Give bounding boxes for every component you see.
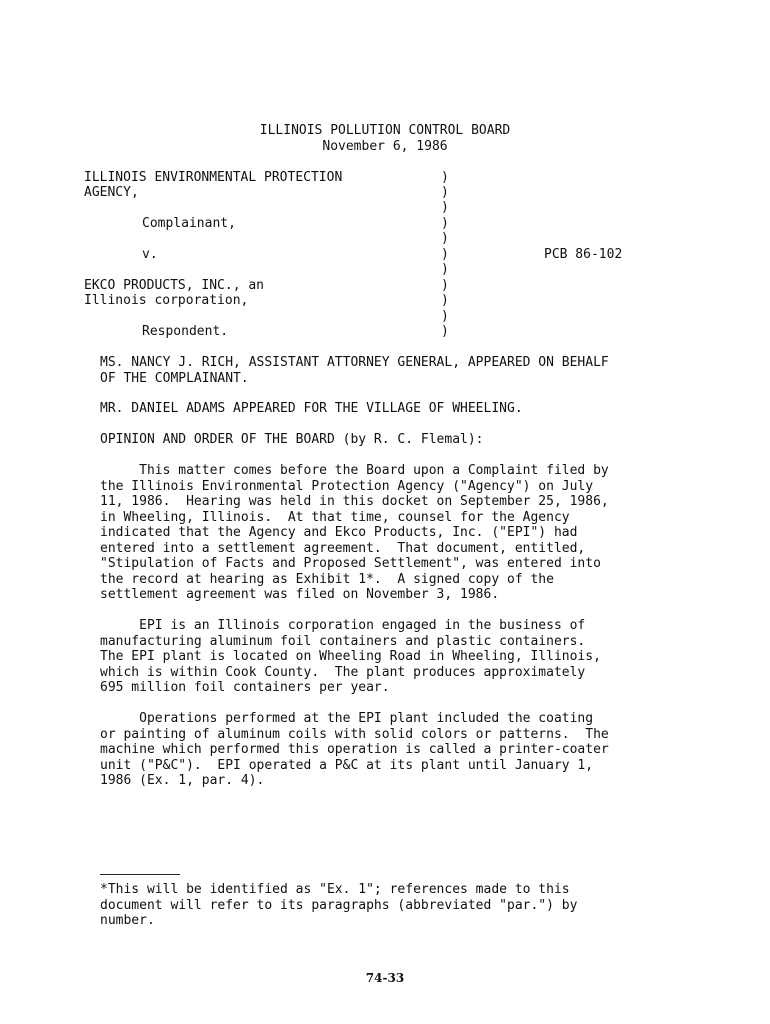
caption-paren: ) [441, 278, 449, 293]
caption-paren: ) [441, 309, 449, 324]
paragraph-line: EPI is an Illinois corporation engaged in the business of [100, 618, 586, 633]
paragraph-line: machine which performed this operation is called a printer-coater [100, 742, 609, 757]
complainant-role: Complainant, [142, 216, 236, 231]
board-title: ILLINOIS POLLUTION CONTROL BOARD [259, 123, 511, 138]
paragraph-line: unit ("P&C"). EPI operated a P&C at its plant until January 1, [100, 757, 594, 773]
caption-paren: ) [441, 324, 449, 339]
paragraph-line: "Stipulation of Facts and Proposed Settlement", was entered into [100, 556, 601, 571]
paragraph-line: 1986 (Ex. 1, par. 4). [100, 773, 265, 788]
paragraph-line: 695 million foil containers per year. [100, 680, 390, 695]
paragraph-line: settlement agreement was filed on November 3, 1986. [100, 587, 500, 602]
paragraph-line: 11, 1986. Hearing was held in this docket on September 25, 1986, [100, 494, 609, 509]
paragraph-3 [100, 711, 700, 789]
paragraph-line: Operations performed at the EPI plant included the coating [100, 711, 594, 726]
paragraph-line: indicated that the Agency and Ekco Products, Inc. ("EPI") had [100, 525, 578, 540]
caption-paren: ) [441, 185, 449, 200]
versus: v. [142, 247, 158, 262]
caption-paren: ) [441, 200, 449, 215]
paragraph-line: entered into a settlement agreement. That document, entitled, [100, 540, 586, 556]
footnote-rule [100, 874, 180, 875]
complainant-name-line2: AGENCY, [84, 185, 139, 200]
caption-paren: ) [441, 247, 449, 262]
footnote-line: number. [100, 913, 155, 928]
respondent-role: Respondent. [142, 324, 229, 339]
respondent-name-line1: EKCO PRODUCTS, INC., an [84, 278, 265, 293]
appearance-complainant-line2: OF THE COMPLAINANT. [100, 371, 249, 386]
appearance-village: MR. DANIEL ADAMS APPEARED FOR THE VILLAGE OF WHEELING. [100, 401, 523, 416]
paragraph-2 [100, 618, 700, 696]
caption-paren: ) [441, 170, 449, 185]
opinion-heading: OPINION AND ORDER OF THE BOARD (by R. C. Flemal): [100, 432, 484, 447]
case-number: PCB 86-102 [544, 247, 623, 262]
paragraph-line: or painting of aluminum coils with solid colors or patterns. The [100, 726, 609, 742]
paragraph-line: manufacturing aluminum foil containers and plastic containers. [100, 633, 586, 649]
caption-paren: ) [441, 293, 449, 308]
footnote-line: *This will be identified as "Ex. 1"; references made to this [100, 882, 570, 897]
paragraph-line: which is within Cook County. The plant produces approximately [100, 664, 586, 680]
caption-paren: ) [441, 231, 449, 246]
footnote-line: document will refer to its paragraphs (abbreviated "par.") by [100, 897, 578, 913]
appearance-complainant-line1: MS. NANCY J. RICH, ASSISTANT ATTORNEY GENERAL, APPEARED ON BEHALF [100, 355, 609, 370]
paragraph-1 [100, 463, 700, 603]
caption-paren: ) [441, 262, 449, 277]
paragraph-line: in Wheeling, Illinois. At that time, counsel for the Agency [100, 509, 570, 525]
paragraph-line: the record at hearing as Exhibit 1*. A signed copy of the [100, 571, 554, 587]
page-number: 74-33 [365, 971, 405, 985]
paragraph-line: The EPI plant is located on Wheeling Road in Wheeling, Illinois, [100, 649, 601, 664]
complainant-name-line1: ILLINOIS ENVIRONMENTAL PROTECTION [84, 170, 343, 185]
respondent-name-line2: Illinois corporation, [84, 293, 249, 308]
decision-date: November 6, 1986 [322, 139, 448, 154]
paragraph-line: the Illinois Environmental Protection Agency ("Agency") on July [100, 478, 594, 494]
footnote [100, 882, 700, 929]
caption-paren: ) [441, 216, 449, 231]
paragraph-line: This matter comes before the Board upon a Complaint filed by [100, 463, 609, 478]
